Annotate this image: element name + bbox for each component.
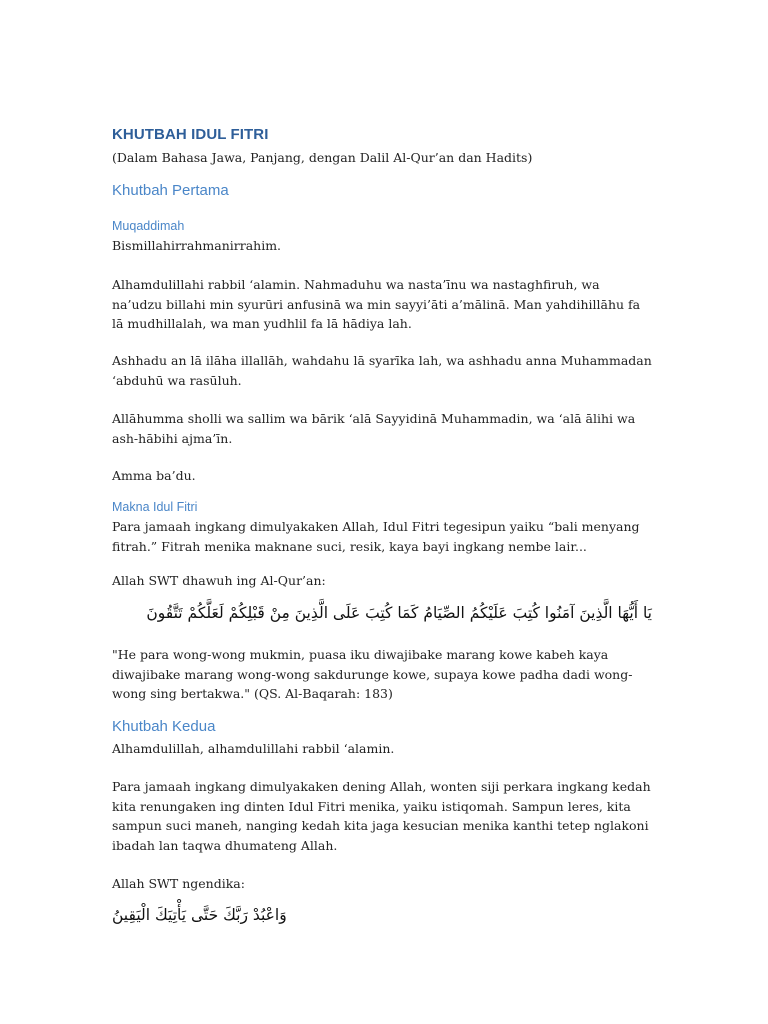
paragraph-ngendika: Allah SWT ngendika: — [112, 876, 245, 891]
heading-khutbah-kedua: Khutbah Kedua — [112, 718, 216, 735]
paragraph-bismillah: Bismillahirrahmanirrahim. — [112, 238, 282, 253]
heading-makna-idul-fitri: Makna Idul Fitri — [112, 500, 198, 514]
heading-khutbah-pertama: Khutbah Pertama — [112, 182, 229, 199]
paragraph-amma-badu: Amma ba’du. — [112, 468, 196, 483]
heading-muqaddimah: Muqaddimah — [112, 219, 185, 233]
document-title: KHUTBAH IDUL FITRI — [112, 126, 269, 143]
paragraph-dhawuh: Allah SWT dhawuh ing Al-Qur’an: — [112, 573, 326, 588]
paragraph-sholawat: Allāhumma sholli wa sallim wa bārik ‘alā Sayyidinā Muhammadin, wa ‘alā ālihi wa ash-hābihi ajma’īn. — [112, 411, 636, 446]
paragraph-syahadat: Ashhadu an lā ilāha illallāh, wahdahu lā syarīka lah, wa ashhadu anna Muhammadan ‘abduhū wa rasūluh. — [112, 353, 652, 388]
paragraph-translation: "He para wong-wong mukmin, puasa iku diwajibake marang kowe kabeh kaya diwajibake marang wong-wong sakdurunge kowe, supaya kowe padha dadi wong-wong sing bertakwa." (QS. Al-Baqarah: 183) — [112, 647, 633, 701]
arabic-verse-al-hijr: وَاعْبُدْ رَبَّكَ حَتَّى يَأْتِيَكَ الْيَقِينُ — [112, 906, 287, 924]
paragraph-makna: Para jamaah ingkang dimulyakaken Allah, Idul Fitri tegesipun yaiku “bali menyang fitrah.” Fitrah menika maknane suci, resik, kaya bayi ingkang nembe lair... — [112, 519, 640, 554]
paragraph-alhamdulillah: Alhamdulillah, alhamdulillahi rabbil ‘alamin. — [112, 741, 395, 756]
arabic-verse-al-baqarah: يَا أَيُّهَا الَّذِينَ آمَنُوا كُتِبَ عَلَيْكُمُ الصِّيَامُ كَمَا كُتِبَ عَلَى الَّذِينَ مِنْ قَبْلِكُمْ لَعَلَّكُمْ تَتَّقُونَ — [146, 604, 652, 622]
paragraph-hamdalah: Alhamdulillahi rabbil ‘alamin. Nahmaduhu wa nasta’īnu wa nastaghfiruh, wa na’udzu billahi min syurūri anfusinā wa min sayyi’āti a’mālinā. Man yahdihillāhu fa lā mudhillalah, wa man yudhlil fa lā hādiya lah. — [112, 277, 641, 331]
document-subtitle: (Dalam Bahasa Jawa, Panjang, dengan Dalil Al-Qur’an dan Hadits) — [112, 150, 533, 165]
paragraph-istiqomah: Para jamaah ingkang dimulyakaken dening Allah, wonten siji perkara ingkang kedah kita renungaken ing dinten Idul Fitri menika, yaiku istiqomah. Sampun leres, kita sampun suci maneh, nanging kedah kita jaga kesucian menika kanthi tetep nglakoni ibadah lan taqwa dhumateng Allah. — [112, 779, 651, 853]
